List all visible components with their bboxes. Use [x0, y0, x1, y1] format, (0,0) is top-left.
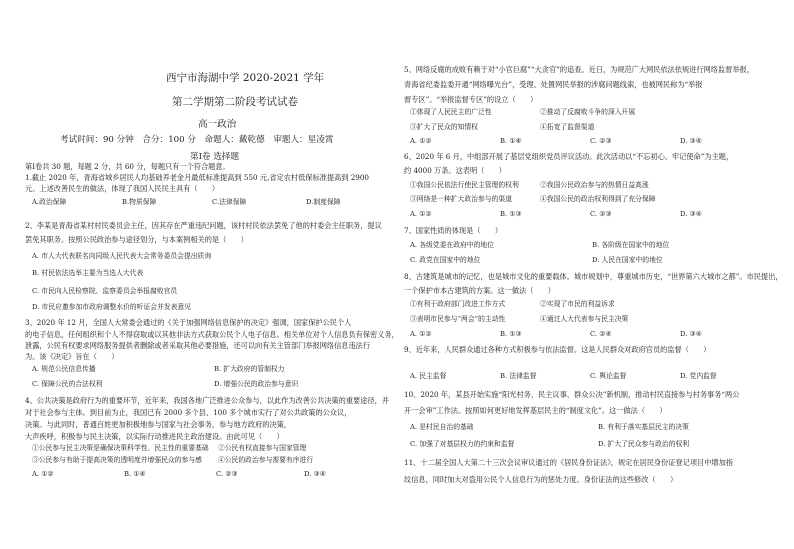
sub-option: ④我国公民的政治权利得到了充分保障 [540, 195, 656, 203]
option: C.法律保障 [212, 198, 247, 206]
option: B. ①④ [500, 137, 522, 145]
exam-meta-line: 考试时间：90 分钟 合分：100 分 命题人：戴乾德 审题人：星凌霄 [60, 135, 334, 145]
section-title: 第Ⅰ卷 选择题 [190, 152, 240, 162]
question-line: 开一会审”工作法。按照如何更好地发挥基层民主的“制度文化”。这一做法（ ） [404, 406, 667, 415]
sub-option: ①体现了人民民主的广泛性 [410, 108, 492, 116]
option: D. 增强公民的政治参与意识 [214, 380, 299, 388]
school-year-title: 西宁市海湖中学 2020-2021 学年 [166, 72, 325, 84]
option: A. 规范公民信息传播 [32, 365, 96, 373]
question-line: 罢免其职务。按照公民政治参与途径划分，与本案例相关的是（ ） [25, 235, 248, 244]
sub-option: ②实现了市民的利益诉求 [540, 300, 615, 308]
sub-option: ②推动了反腐败斗争的深入开展 [540, 108, 636, 116]
sub-option: ③扩大了民众的知情权 [410, 123, 478, 131]
option: B. 各阶级在国家中的地位 [592, 241, 670, 249]
question-line: 9、近年来，人民群众通过各种方式积极参与依法监督。这是人民群众对政府官员的监督（ ） [404, 345, 711, 354]
question-line: 的电子信息，任何组织和个人不得窃取或以其他非法方式获取公民个人电子信息。相关单位对个人信息负有保密义务， [25, 330, 399, 339]
option: C. ②③ [590, 210, 612, 218]
question-line: 10、2020 年，某县开始实施“阳光村务、民主议事、群众公决”新机制，推动村民直接参与村务事务“两公 [404, 390, 740, 399]
question-line: 2、李某是青海省某村村民委员会主任，因其存在严重违纪问题，该村村民依法罢免了他的村委会主任职务，提议 [25, 221, 382, 230]
option: B. 扩大政府的管制权力 [214, 365, 285, 373]
option: C. 市民向人民检察院、监察委员会举报腐败官员 [32, 287, 178, 295]
option: D. 市民应邀参加市政府调整水价的听证会并发表意见 [32, 303, 192, 311]
sub-option: ③公民参与有助于提高决策的透明度并增强民众的参与感 [32, 456, 202, 464]
option: A. ①② [410, 137, 432, 145]
question-line: 11、十二届全国人大第二十三次会议审议通过的《居民身份证法》，规定在居民身份证登记项目中增加指 [404, 458, 733, 467]
question-line: 5、网络反腐的成败有赖于对“小官巨腐”“大贪官”的追查。近日，为规范广大网民依法依规进行网络监督举报， [404, 65, 754, 74]
option: B. 法律监督 [500, 372, 537, 380]
option: C. ②④ [590, 330, 612, 338]
sub-option: ④拓宽了监督渠道 [540, 123, 595, 131]
question-line: 对于社会参与主体。到目前为止，我国已有 2000 多个县、100 多个城市实行了对公共政策的公众议， [25, 408, 352, 417]
question-line: 纹信息，同时加大对盗用公民个人信息行为的惩处力度。身份证法的这些修改（ ） [404, 475, 678, 484]
option: C. 舆论监督 [590, 372, 627, 380]
question-line: 泄露，公民有权要求网络服务提供者删除或者采取其他必要措施，还可以向有关主管部门举报网络信息违法行 [25, 341, 371, 350]
option: D. ③④ [680, 330, 702, 338]
instructions: 第Ⅰ卷共 30 题，每题 2 分，共 60 分，每题只有一个符合题意。 [25, 162, 230, 171]
option: B. ①④ [124, 470, 146, 478]
option: B. ①③ [500, 210, 522, 218]
option: D. 党内监督 [680, 372, 717, 380]
option: D. ③④ [304, 470, 326, 478]
option: B.物质保障 [122, 198, 157, 206]
option: A.政治保障 [32, 198, 67, 206]
option: C. 政党在国家中的地位 [410, 256, 481, 264]
question-line: 6、2020 年 6 月，中组部开展了基层党组织党员评议活动。此次活动以“不忘初心、牢记使命”为主题， [404, 152, 734, 161]
sub-option: ④公民的政治参与需要有序进行 [218, 456, 314, 464]
question-line: 督专区”。“举报监督专区”的设立（ ） [404, 95, 538, 104]
question-line: 7、国家性质的体现是（ ） [404, 226, 503, 235]
option: D. 人民在国家中的地位 [592, 256, 663, 264]
sub-option: ①公民参与民主决策是确保决策科学性、民主性的重要基础 [32, 444, 209, 452]
option: D. ③④ [680, 210, 702, 218]
sub-option: ②我国公民政治参与的热情日益高涨 [540, 181, 649, 189]
option: C. 加强了对基层权力的约束和监督 [410, 440, 515, 448]
option: B. 有利于落实基层民主的决策 [598, 423, 689, 431]
option: A. ①② [410, 330, 432, 338]
option: C. ②③ [590, 137, 612, 145]
question-line: 决策。与此同时，普通百姓更加积极地参与国家与社会事务，参与地方政府的决策， [25, 420, 291, 429]
question-line: 4、公共决策是政府行为的重要环节，近年来，我国各地广泛推进公众参与，以此作为改善公共决策的重要途径，并 [25, 396, 389, 405]
option: A. 市人大代表联名向同级人民代表大会常务委员会提出质询 [32, 252, 212, 260]
question-line: 为。该《决定》旨在（ ） [25, 352, 119, 361]
exam-title: 第二学期第二阶段考试试卷 [172, 96, 298, 108]
option: C. ②③ [216, 470, 238, 478]
option: A. 各级党委在政府中的地位 [410, 241, 494, 249]
sub-option: ③表明市民参与“两会”的主动性 [410, 315, 506, 323]
sub-option: ②公民有权直接参与国家管理 [218, 444, 307, 452]
question-line: 青海省纪委监委开通“网络曝光台”，受理、处置网民举报的涉腐问题线索，也被网民称为“举报 [404, 80, 703, 89]
question-line: 大声疾呼，积极参与民主决策，以实际行动推进民主政治建设。由此可见（ ） [25, 432, 284, 441]
sub-option: ①我国公民依法行使民主管理的权利 [410, 181, 519, 189]
question-line: 约 4000 万条。这表明（ ） [404, 166, 506, 175]
option: A. ①② [32, 470, 54, 478]
question-line: 1.截止 2020 年，青海省城乡居民人均基础养老金月最低标准提高到 550 元,省定农村低保标准提高到 2900 [25, 173, 369, 182]
question-line: 一个保护市本古建筑的方案。这一做法（ ） [404, 286, 555, 295]
option: D. 扩大了民众参与政治的权利 [598, 440, 690, 448]
question-line: 3、2020 年 12 月，全国人大常委会通过的《关于加强网络信息保护的决定》强调，国家保护公民个人 [25, 318, 352, 327]
question-line: 8、古建筑是城市的记忆，也是城市文化的重要载体。城市规划中，尊重城市历史，“世界第六大城市之都”。市民提出， [404, 272, 783, 281]
option: C. 保障公民的合法权利 [32, 380, 103, 388]
sub-option: ④通过人大代表参与民主决策 [540, 315, 629, 323]
option: D. ③④ [680, 137, 702, 145]
option: B. ①③ [500, 330, 522, 338]
option: D.制度保障 [306, 198, 341, 206]
sub-option: ①有利于政府部门改进工作方式 [410, 300, 506, 308]
option: A. 民主监督 [410, 372, 447, 380]
sub-option: ③网络是一种扩大政治参与的渠道 [410, 195, 512, 203]
option: A. 是村民自治的基础 [410, 423, 474, 431]
option: A. ①② [410, 210, 432, 218]
option: B. 村民依法选举主要为当选人大代表 [32, 269, 144, 277]
question-line: 元。上述改善民生的做法，体现了我国人民民主具有（ ） [25, 184, 220, 193]
subject-title: 高一政治 [198, 119, 237, 130]
